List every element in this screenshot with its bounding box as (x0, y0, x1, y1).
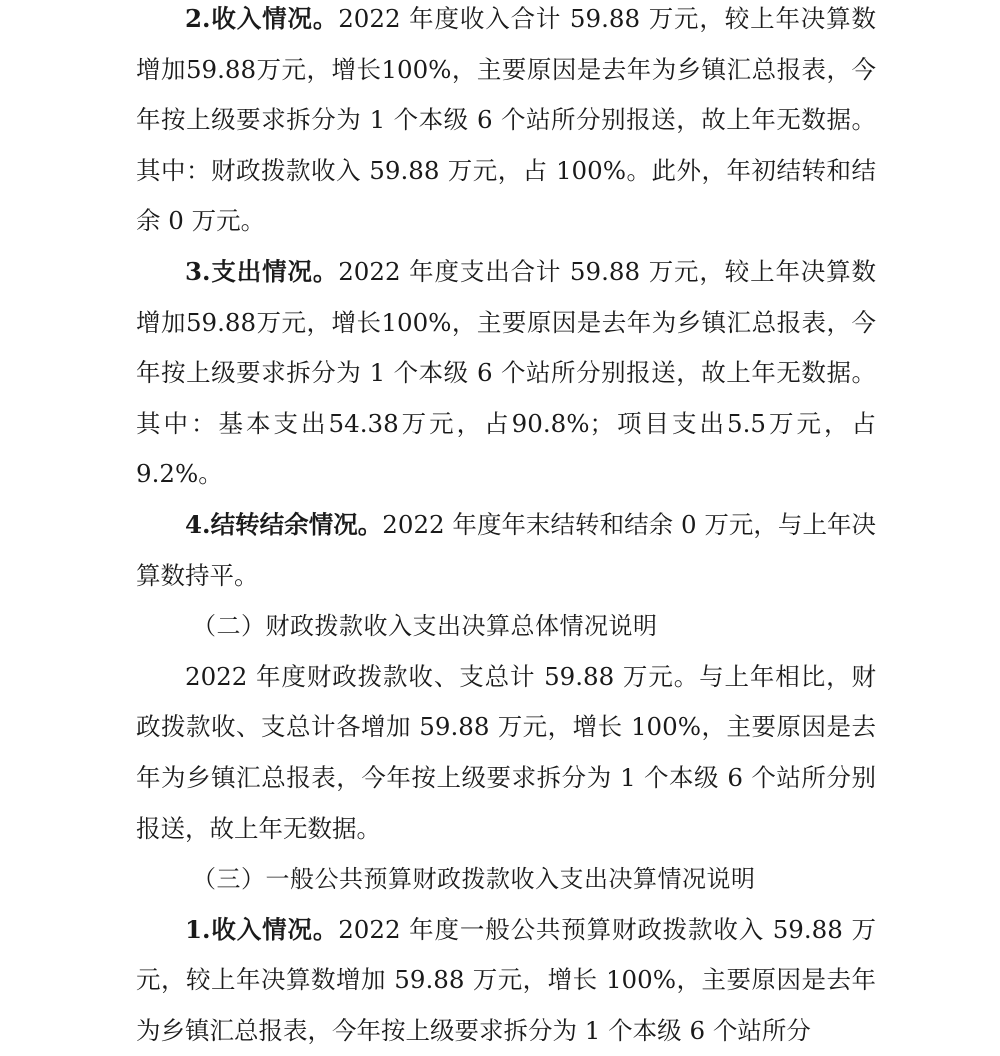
paragraph-text: 2022 年度一般公共预算财政拨款收入 59.88 万元，较上年决算数增加 59.88 万元，增长 100%，主要原因是去年为乡镇汇总报表，今年按上级要求拆分为 1 个本级 6 个站所分 (136, 914, 876, 1045)
paragraph-lead: 1.收入情况。 (185, 914, 339, 944)
paragraph-income (136, 0, 876, 247)
paragraph-lead: 4.结转结余情况。 (185, 509, 383, 539)
document-page (136, 0, 876, 1056)
paragraph-lead: 3.支出情况。 (185, 256, 339, 286)
paragraph-general-budget-income (136, 905, 876, 1056)
paragraph-carryover (136, 500, 876, 601)
paragraph-expenditure (136, 247, 876, 500)
section-heading-2: （二）财政拨款收入支出决算总体情况说明 (192, 612, 658, 641)
section-heading-3: （三）一般公共预算财政拨款收入支出决算情况说明 (192, 865, 756, 894)
paragraph-text: 2022 年度支出合计 59.88 万元，较上年决算数增加59.88万元，增长100%，主要原因是去年为乡镇汇总报表，今年按上级要求拆分为 1 个本级 6 个站所分别报送，故上年无数据。其中：基本支出54.38万元，占90.8%；项目支出5.5万元，占 9.2%。 (136, 256, 876, 489)
paragraph-fiscal-total (136, 652, 876, 854)
paragraph-lead: 2.收入情况。 (185, 4, 339, 33)
paragraph-text: 2022 年度收入合计 59.88 万元，较上年决算数增加59.88万元，增长100%，主要原因是去年为乡镇汇总报表，今年按上级要求拆分为 1 个本级 6 个站所分别报送，故上年无数据。其中：财政拨款收入 59.88 万元，占 100%。此外，年初结转和结余 0 万元。 (136, 4, 876, 236)
paragraph-text: 2022 年度年末结转和结余 0 万元，与上年决算数持平。 (136, 509, 876, 590)
paragraph-text: 2022 年度财政拨款收、支总计 59.88 万元。与上年相比，财政拨款收、支总计各增加 59.88 万元，增长 100%，主要原因是去年为乡镇汇总报表，今年按上级要求拆分为 1 个本级 6 个站所分别报送，故上年无数据。 (136, 661, 876, 843)
